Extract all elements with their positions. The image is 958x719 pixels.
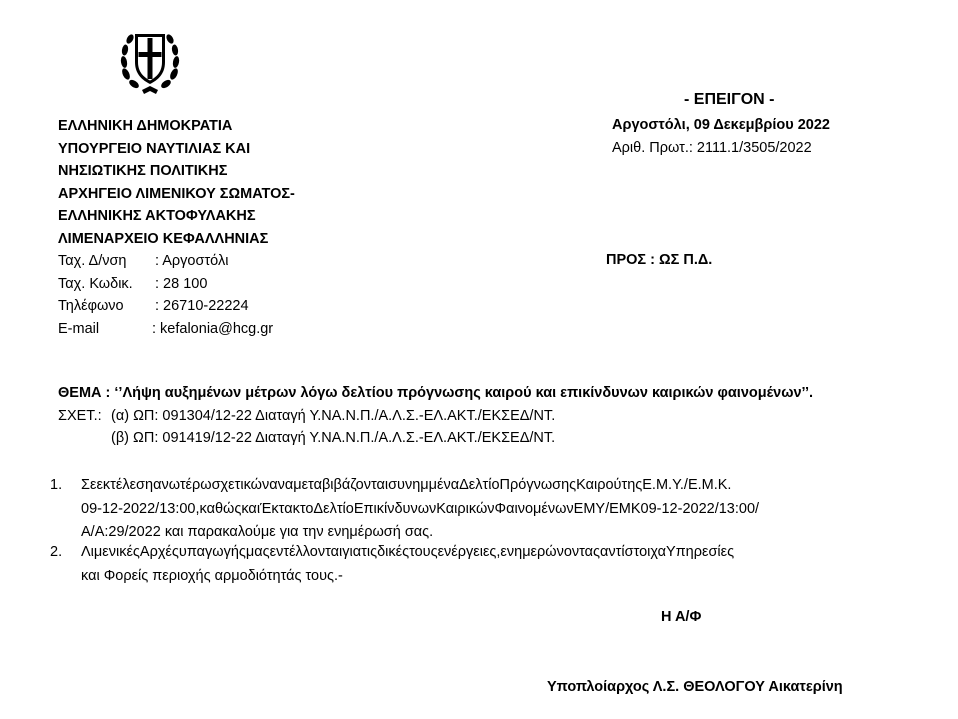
contact-row-email <box>58 318 358 341</box>
greek-coat-of-arms-emblem <box>118 24 182 96</box>
paragraph-line: ΣεεκτέλεσηανωτέρωσχετικώναναμεταβιβάζονταισυνημμέναΔελτίοΠρόγνωσηςΚαιρούτηςΕ.Μ.Υ./Ε.Μ.Κ. <box>81 477 732 493</box>
paragraph-line: Α/Α:29/2022 και παρακαλούμε για την ενημέρωσή σας. <box>81 524 434 540</box>
sender-block <box>58 115 295 250</box>
urgency-label: - ΕΠΕΙΓΟΝ - <box>684 91 775 108</box>
sender-line: ΕΛΛΗΝΙΚΗΣ ΑΚΤΟΦΥΛΑΚΗΣ <box>58 208 256 224</box>
paragraph-text <box>81 541 919 588</box>
reference-item: (β) ΩΠ: 091419/12-22 Διαταγή Υ.ΝΑ.Ν.Π./Α.Λ.Σ.-ΕΛ.ΑΚΤ./ΕΚΣΕΔ/ΝΤ. <box>111 430 556 446</box>
sender-line: ΥΠΟΥΡΓΕΙΟ ΝΑΥΤΙΛΙΑΣ ΚΑΙ <box>58 140 251 157</box>
references-label: ΣΧΕΤ.: <box>58 408 102 424</box>
contact-label: Ταχ. Δ/νση <box>58 253 127 269</box>
reference-item: (α) ΩΠ: 091304/12-22 Διαταγή Υ.ΝΑ.Ν.Π./Α.Λ.Σ.-ΕΛ.ΑΚΤ./ΕΚΣΕΔ/ΝΤ. <box>111 408 556 424</box>
paragraph-number: 1. <box>50 477 63 493</box>
sender-line: ΝΗΣΙΩΤΙΚΗΣ ΠΟΛΙΤΙΚΗΣ <box>58 163 228 179</box>
subject-line: ΘΕΜΑ : ‘’Λήψη αυξημένων μέτρων λόγω δελτίου πρόγνωσης καιρού και επικίνδυνων καιρικών φαινομένων’’. <box>58 385 814 401</box>
contact-details <box>58 250 358 340</box>
contact-label: Ταχ. Κωδικ. <box>58 275 133 292</box>
contact-value: : Αργοστόλι <box>155 253 229 269</box>
contact-row-phone <box>58 295 358 318</box>
paragraph-line: 09-12-2022/13:00,καθώςκαιΈκτακτοΔελτίοΕπικίνδυνωνΚαιρικώνΦαινομένωνΕΜΥ/ΕΜΚ09-12-2022/13:00/ <box>81 500 760 517</box>
contact-row-postcode <box>58 273 358 296</box>
contact-value: : 28 100 <box>155 275 208 292</box>
contact-value: : 26710-22224 <box>155 298 249 314</box>
signature-title: Η Α/Φ <box>661 609 702 625</box>
recipient-label: ΠΡΟΣ : ΩΣ Π.Δ. <box>606 252 713 268</box>
paragraph-text <box>81 474 919 545</box>
sender-line: ΕΛΛΗΝΙΚΗ ΔΗΜΟΚΡΑΤΙΑ <box>58 118 233 134</box>
paragraph-line: και Φορείς περιοχής αρμοδιότητάς τους.- <box>81 567 343 584</box>
contact-label: E-mail <box>58 320 100 337</box>
contact-row-address <box>58 250 358 273</box>
paragraph-line: ΛιμενικέςΑρχέςυπαγωγήςμαςεντέλλονταιγιατιςδικέςτουςενέργειες,ενημερώνονταςαντίστοιχαΥπηρεσίες <box>81 544 735 560</box>
sender-line: ΑΡΧΗΓΕΙΟ ΛΙΜΕΝΙΚΟΥ ΣΩΜΑΤΟΣ- <box>58 185 295 202</box>
contact-value: : kefalonia@hcg.gr <box>152 320 274 337</box>
protocol-number: Αριθ. Πρωτ.: 2111.1/3505/2022 <box>612 140 812 156</box>
document-date: Αργοστόλι, 09 Δεκεμβρίου 2022 <box>612 117 830 133</box>
sender-line: ΛΙΜΕΝΑΡΧΕΙΟ ΚΕΦΑΛΛΗΝΙΑΣ <box>58 230 269 247</box>
contact-label: Τηλέφωνο <box>58 298 124 314</box>
signature-name: Υποπλοίαρχος Λ.Σ. ΘΕΟΛΟΓΟΥ Αικατερίνη <box>547 679 843 695</box>
paragraph-number: 2. <box>50 544 63 560</box>
